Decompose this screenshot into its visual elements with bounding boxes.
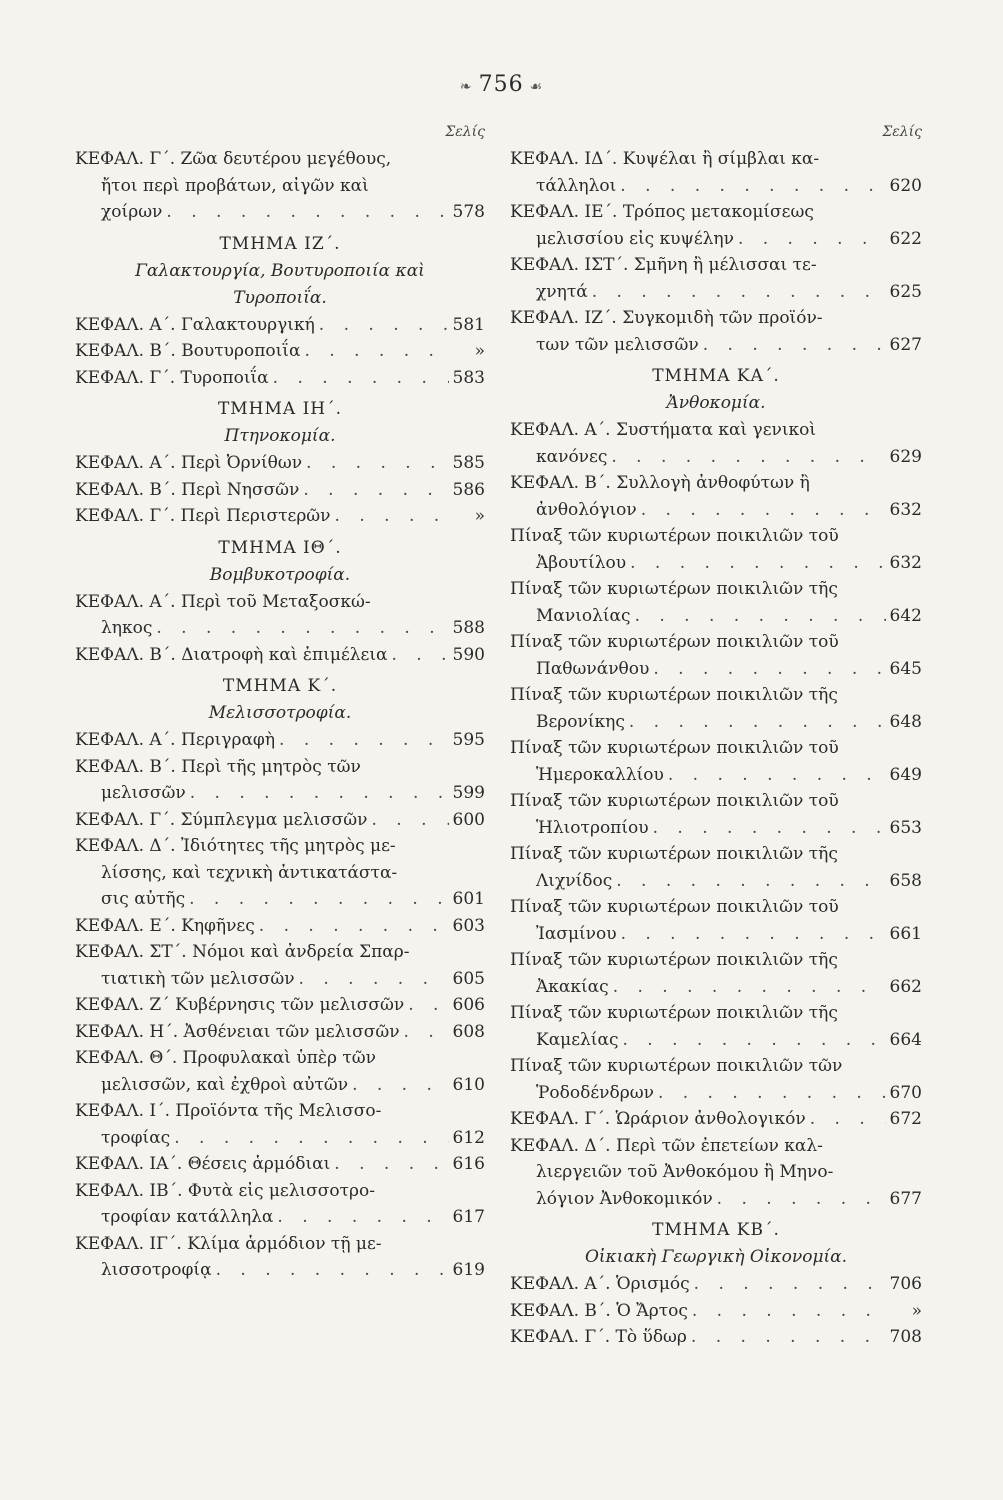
page-ref: 627 xyxy=(889,334,922,355)
toc-entry xyxy=(75,503,485,530)
toc-entry xyxy=(510,1106,922,1133)
toc-entry xyxy=(510,305,922,358)
entry-text: ΚΕΦΑΛ. Γ΄. Ὡράριον ἀνθολογικόν xyxy=(510,1109,806,1129)
leader-dots xyxy=(331,503,449,530)
page-ref: 601 xyxy=(452,889,485,909)
toc-entry xyxy=(75,1178,485,1231)
toc-entry xyxy=(510,146,922,199)
leader-dots xyxy=(302,450,449,477)
entry-text: ληκος xyxy=(101,618,153,638)
toc-entry xyxy=(510,682,922,735)
toc-entry xyxy=(510,1133,922,1213)
toc-entry xyxy=(510,1053,922,1106)
leader-dots xyxy=(649,656,886,683)
entry-text: ΚΕΦΑΛ. Β΄. Περὶ τῆς μητρὸς τῶν xyxy=(75,756,361,777)
entry-text: τροφίαν κατάλληλα xyxy=(101,1207,274,1227)
entry-text: ΚΕΦΑΛ. Ι΄. Προϊόντα τῆς Μελισσο- xyxy=(75,1101,382,1121)
toc-entry xyxy=(510,417,922,470)
page-ref: 603 xyxy=(452,915,485,936)
entry-text: μελισσῶν, καὶ ἐχθροὶ αὐτῶν xyxy=(101,1074,349,1095)
leader-dots xyxy=(315,312,449,339)
page-ref: 578 xyxy=(452,202,485,222)
entry-text: ΚΕΦΑΛ. Ζ΄ Κυβέρνησις τῶν μελισσῶν xyxy=(75,995,405,1015)
page-ref: 590 xyxy=(452,644,485,665)
section-subtitle: Πτηνοκομία. xyxy=(224,426,336,446)
toc-entry xyxy=(75,642,485,669)
toc-entry xyxy=(510,841,922,894)
toc-entry xyxy=(510,1298,922,1325)
page-ref: 653 xyxy=(889,817,922,838)
toc-entry xyxy=(75,1231,485,1284)
entry-text: Ῥοδοδένδρων xyxy=(536,1082,654,1103)
toc-entry xyxy=(510,523,922,576)
entry-text: ΚΕΦΑΛ. Γ΄. Σύμπλεγμα μελισσῶν xyxy=(75,809,368,830)
leader-dots xyxy=(273,1204,449,1231)
entry-text: τροφίας xyxy=(101,1127,171,1148)
toc-entry xyxy=(510,788,922,841)
entry-text: ΚΕΦΑΛ. Δ΄. Περὶ τῶν ἐπετείων καλ- xyxy=(510,1135,823,1156)
entry-text: λισσοτροφίᾳ xyxy=(101,1260,212,1280)
page-ref: 612 xyxy=(452,1127,485,1148)
page-ref: » xyxy=(474,506,485,526)
leader-dots xyxy=(687,1324,886,1351)
entry-text: Πίναξ τῶν κυριωτέρων ποικιλιῶν τοῦ xyxy=(510,632,839,652)
entry-text: ἤτοι περὶ προβάτων, αἰγῶν καὶ xyxy=(101,175,369,196)
leader-dots xyxy=(664,762,886,789)
leader-dots xyxy=(617,921,886,948)
entry-text: λόγιον Ἀνθοκομικόν xyxy=(536,1188,713,1209)
leader-dots xyxy=(734,226,886,253)
ornament-right-icon: ☙ xyxy=(529,79,544,95)
entry-text: Ἰασμίνου xyxy=(536,923,617,944)
toc-entry xyxy=(75,365,485,392)
leader-dots xyxy=(275,727,449,754)
section-subtitle: Ἀνθοκομία. xyxy=(666,393,766,413)
entry-text: ΚΕΦΑΛ. ΙΒ΄. Φυτὰ εἰς μελισσοτρο- xyxy=(75,1180,375,1201)
page-ref: 617 xyxy=(452,1207,485,1227)
entry-text: λίσσης, καὶ τεχνικὴ ἀντικατάστα- xyxy=(101,862,398,883)
page-ref: 645 xyxy=(889,658,922,679)
page-ref: 664 xyxy=(889,1029,922,1050)
section-title: ΤΜΗΜΑ ΙΗ΄. xyxy=(217,399,343,419)
entry-text: χοίρων xyxy=(101,202,163,222)
toc-entry xyxy=(510,1000,922,1053)
page-ref: 706 xyxy=(889,1274,922,1294)
page-ref: 610 xyxy=(452,1074,485,1095)
toc-entry xyxy=(510,252,922,305)
page-ref: 583 xyxy=(452,367,485,388)
toc-entry xyxy=(510,470,922,523)
leader-dots xyxy=(387,642,449,669)
entry-text: ΚΕΦΑΛ. ΙΕ΄. Τρόπος μετακομίσεως xyxy=(510,202,814,222)
section-title: ΤΜΗΜΑ ΚΒ΄. xyxy=(652,1220,780,1240)
page-number-header xyxy=(0,72,1003,97)
entry-text: ΚΕΦΑΛ. Β΄. Βουτυροποιΐα xyxy=(75,341,301,361)
entry-text: κανόνες xyxy=(536,446,608,467)
entry-text: Βερονίκης xyxy=(536,711,625,732)
leader-dots xyxy=(185,886,449,913)
toc-entry xyxy=(510,947,922,1000)
toc-entry xyxy=(75,754,485,807)
entry-text: των τῶν μελισσῶν xyxy=(536,334,699,355)
section-subtitle: Τυροποιΐα. xyxy=(233,287,327,308)
entry-text: Ἡμεροκαλλίου xyxy=(536,764,664,785)
entry-text: ΚΕΦΑΛ. ΙΓ΄. Κλίμα ἁρμόδιον τῇ με- xyxy=(75,1233,382,1254)
leader-dots xyxy=(162,199,449,226)
leader-dots xyxy=(170,1125,449,1152)
leader-dots xyxy=(625,709,886,736)
entry-text: Πίναξ τῶν κυριωτέρων ποικιλιῶν τοῦ xyxy=(510,738,839,758)
toc-entry xyxy=(510,1271,922,1298)
page-ref: 625 xyxy=(889,281,922,302)
leader-dots xyxy=(649,815,886,842)
entry-text: Ἡλιοτροπίου xyxy=(536,817,649,838)
section-title: ΤΜΗΜΑ ΙΖ΄. xyxy=(219,233,341,254)
entry-text: ΚΕΦΑΛ. Α΄. Περιγραφὴ xyxy=(75,730,276,750)
page-column-header: Σελίς xyxy=(882,124,922,140)
toc-entry xyxy=(75,450,485,477)
entry-text: Πίναξ τῶν κυριωτέρων ποικιλιῶν τῶν xyxy=(510,1056,843,1076)
entry-text: ΚΕΦΑΛ. Β΄. Ὁ Ἄρτος xyxy=(510,1300,688,1321)
leader-dots xyxy=(626,550,886,577)
entry-text: τάλληλοι xyxy=(536,175,617,196)
entry-text: ΚΕΦΑΛ. Γ΄. Τὸ ὕδωρ xyxy=(510,1327,687,1347)
toc-entry xyxy=(75,1098,485,1151)
leader-dots xyxy=(295,966,449,993)
page-ref: 581 xyxy=(452,314,485,335)
leader-dots xyxy=(348,1072,449,1099)
leader-dots xyxy=(255,913,449,940)
entry-text: λιεργειῶν τοῦ Ἀνθοκόμου ἢ Μηνο- xyxy=(536,1162,834,1182)
leader-dots xyxy=(152,615,449,642)
entry-text: μελισσῶν xyxy=(101,783,186,803)
toc-entry xyxy=(510,199,922,252)
toc-left-column xyxy=(75,124,485,1284)
entry-text: ΚΕΦΑΛ. Α΄. Περὶ Ὀρνίθων xyxy=(75,453,303,473)
toc-entry xyxy=(75,833,485,913)
toc-entry xyxy=(75,1151,485,1178)
entry-text: ΚΕΦΑΛ. Θ΄. Προφυλακαὶ ὑπὲρ τῶν xyxy=(75,1048,377,1068)
leader-dots xyxy=(367,807,449,834)
leader-dots xyxy=(699,332,886,359)
toc-entry xyxy=(75,338,485,365)
entry-text: Πίναξ τῶν κυριωτέρων ποικιλιῶν τοῦ xyxy=(510,897,839,917)
toc-entry xyxy=(75,589,485,642)
toc-entry xyxy=(510,735,922,788)
page-ref: 672 xyxy=(889,1109,922,1129)
entry-text: Πίναξ τῶν κυριωτέρων ποικιλιῶν τῆς xyxy=(510,685,838,705)
page-ref: 708 xyxy=(889,1327,922,1347)
section-subtitle: Μελισσοτροφία. xyxy=(208,703,352,723)
entry-text: ΚΕΦΑΛ. Η΄. Ἀσθένειαι τῶν μελισσῶν xyxy=(75,1021,400,1042)
ornament-left-icon: ❧ xyxy=(459,79,473,95)
page-ref: 629 xyxy=(889,446,922,467)
entry-text: Πίναξ τῶν κυριωτέρων ποικιλιῶν τῆς xyxy=(510,844,838,864)
entry-text: ΚΕΦΑΛ. Β΄. Διατροφὴ καὶ ἐπιμέλεια xyxy=(75,644,388,665)
entry-text: ΚΕΦΑΛ. Γ΄. Περὶ Περιστερῶν xyxy=(75,506,331,526)
page-ref: 648 xyxy=(889,711,922,732)
leader-dots xyxy=(186,780,449,807)
page-ref: 606 xyxy=(452,995,485,1015)
toc-right-column xyxy=(510,124,922,1351)
page-ref: 588 xyxy=(452,618,485,638)
leader-dots xyxy=(637,497,886,524)
leader-dots xyxy=(713,1186,886,1213)
entry-text: μελισσίου εἰς κυψέλην xyxy=(536,228,734,249)
entry-text: ΚΕΦΑΛ. Α΄. Περὶ τοῦ Μεταξοσκώ- xyxy=(75,591,371,612)
page-ref: 586 xyxy=(452,479,485,500)
page-ref: 616 xyxy=(452,1154,485,1174)
entry-text: Ἀκακίας xyxy=(536,976,609,997)
entry-text: Πίναξ τῶν κυριωτέρων ποικιλιῶν τοῦ xyxy=(510,791,839,811)
toc-entry xyxy=(75,807,485,834)
entry-text: ΚΕΦΑΛ. ΙΔ΄. Κυψέλαι ἢ σίμβλαι κα- xyxy=(510,149,820,169)
page-ref: 649 xyxy=(889,764,922,785)
entry-text: ΚΕΦΑΛ. ΙΑ΄. Θέσεις ἁρμόδιαι xyxy=(75,1154,331,1174)
entry-text: ΚΕΦΑΛ. Β΄. Συλλογὴ ἀνθοφύτων ἢ xyxy=(510,473,810,493)
toc-entry xyxy=(75,477,485,504)
page-number: 756 xyxy=(478,72,524,97)
toc-entry xyxy=(75,1045,485,1098)
leader-dots xyxy=(654,1080,886,1107)
entry-text: Πίναξ τῶν κυριωτέρων ποικιλιῶν τῆς xyxy=(510,1003,838,1023)
toc-entry xyxy=(75,146,485,226)
page-ref: 600 xyxy=(452,809,485,830)
page-ref: 585 xyxy=(452,453,485,473)
section-subtitle: Οἰκιακὴ Γεωργικὴ Οἰκονομία. xyxy=(584,1247,848,1267)
section-title: ΤΜΗΜΑ ΚΑ΄. xyxy=(652,366,780,386)
page-column-header: Σελίς xyxy=(445,124,485,140)
page-ref: 662 xyxy=(889,976,922,997)
entry-text: ΚΕΦΑΛ. Δ΄. Ἰδιότητες τῆς μητρὸς με- xyxy=(75,836,396,856)
page-ref: » xyxy=(474,341,485,361)
page-ref: 619 xyxy=(452,1260,485,1280)
page-ref: 608 xyxy=(452,1021,485,1042)
entry-text: ΚΕΦΑΛ. Γ΄. Ζῶα δευτέρου μεγέθους, xyxy=(75,149,392,169)
leader-dots xyxy=(588,279,886,306)
entry-text: ΚΕΦΑΛ. Β΄. Περὶ Νησσῶν xyxy=(75,479,300,500)
entry-text: Πίναξ τῶν κυριωτέρων ποικιλιῶν τῆς xyxy=(510,579,838,599)
toc-entry xyxy=(510,894,922,947)
section-subtitle: Γαλακτουργία, Βουτυροποιία καὶ xyxy=(135,260,425,281)
leader-dots xyxy=(616,173,886,200)
entry-text: ἀνθολόγιον xyxy=(536,499,637,520)
toc-entry xyxy=(510,576,922,629)
page-ref: 658 xyxy=(889,870,922,891)
toc-entry xyxy=(510,629,922,682)
section-title: ΤΜΗΜΑ ΙΘ΄. xyxy=(218,537,342,558)
toc-entry xyxy=(75,992,485,1019)
entry-text: ΚΕΦΑΛ. Α΄. Συστήματα καὶ γενικοὶ xyxy=(510,420,817,440)
entry-text: Πίναξ τῶν κυριωτέρων ποικιλιῶν τοῦ xyxy=(510,526,839,546)
leader-dots xyxy=(269,365,449,392)
entry-text: ΚΕΦΑΛ. Ε΄. Κηφῆνες xyxy=(75,915,255,936)
leader-dots xyxy=(299,477,449,504)
entry-text: ΚΕΦΑΛ. ΙΖ΄. Συγκομιδὴ τῶν προϊόν- xyxy=(510,308,823,328)
entry-text: Παθωνάνθου xyxy=(536,658,650,679)
toc-entry xyxy=(75,727,485,754)
page-ref: 670 xyxy=(889,1082,922,1103)
entry-text: Ἀβουτίλου xyxy=(536,552,627,573)
toc-entry xyxy=(75,913,485,940)
leader-dots xyxy=(618,1027,886,1054)
page-ref: 622 xyxy=(889,228,922,249)
toc-entry xyxy=(75,939,485,992)
leader-dots xyxy=(404,992,449,1019)
entry-text: ΚΕΦΑΛ. ΣΤ΄. Νόμοι καὶ ἀνδρεία Σπαρ- xyxy=(75,942,410,962)
entry-text: χνητά xyxy=(536,281,588,302)
toc-entry xyxy=(75,1019,485,1046)
page-ref: 661 xyxy=(889,923,922,944)
page-ref: 677 xyxy=(889,1188,922,1209)
toc-entry xyxy=(75,312,485,339)
toc-entry xyxy=(510,1324,922,1351)
entry-text: Λιχνίδος xyxy=(536,870,613,891)
page-ref: 595 xyxy=(452,730,485,750)
leader-dots xyxy=(212,1257,449,1284)
page-ref: » xyxy=(911,1300,922,1321)
entry-text: Πίναξ τῶν κυριωτέρων ποικιλιῶν τῆς xyxy=(510,950,838,970)
leader-dots xyxy=(300,338,449,365)
leader-dots xyxy=(609,974,886,1001)
entry-text: ΚΕΦΑΛ. Γ΄. Τυροποιΐα xyxy=(75,367,269,388)
entry-text: ΚΕΦΑΛ. Α΄. Γαλακτουργική xyxy=(75,314,315,335)
entry-text: Καμελίας xyxy=(536,1029,619,1050)
section-title: ΤΜΗΜΑ Κ΄. xyxy=(222,676,338,696)
leader-dots xyxy=(690,1271,886,1298)
entry-text: ΚΕΦΑΛ. Α΄. Ὁρισμός xyxy=(510,1274,690,1294)
page-ref: 632 xyxy=(889,499,922,520)
page-ref: 620 xyxy=(889,175,922,196)
leader-dots xyxy=(688,1298,886,1325)
leader-dots xyxy=(400,1019,449,1046)
entry-text: Μανιολίας xyxy=(536,605,631,626)
leader-dots xyxy=(612,868,886,895)
leader-dots xyxy=(631,603,886,630)
page-ref: 642 xyxy=(889,605,922,626)
page-ref: 632 xyxy=(889,552,922,573)
section-subtitle: Βομβυκοτροφία. xyxy=(209,564,351,585)
leader-dots xyxy=(330,1151,449,1178)
entry-text: τιατικὴ τῶν μελισσῶν xyxy=(101,968,295,989)
leader-dots xyxy=(607,444,886,471)
entry-text: ΚΕΦΑΛ. ΙΣΤ΄. Σμῆνη ἢ μέλισσαι τε- xyxy=(510,255,817,275)
entry-text: σις αὐτῆς xyxy=(101,889,186,909)
leader-dots xyxy=(806,1106,886,1133)
page-ref: 605 xyxy=(452,968,485,989)
page-ref: 599 xyxy=(452,783,485,803)
